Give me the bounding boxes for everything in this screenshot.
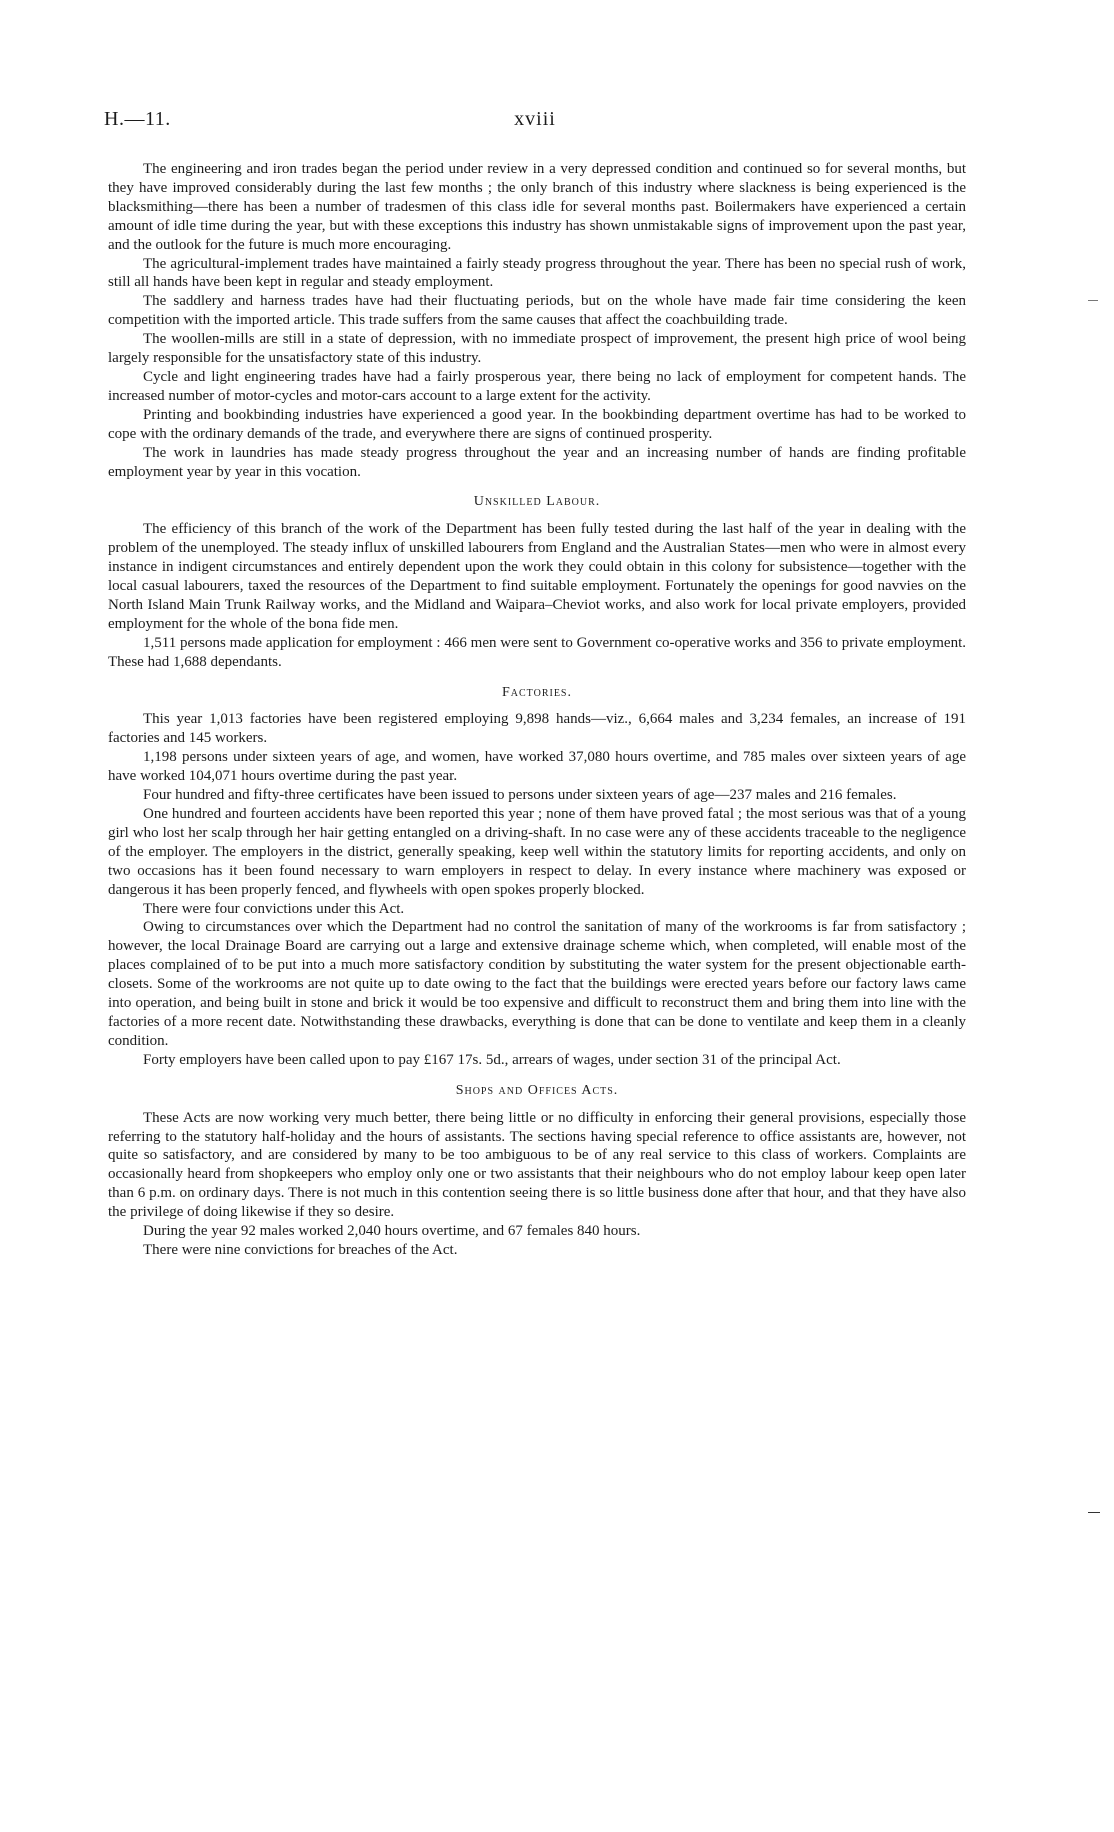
paragraph-certificates: Four hundred and fifty-three certificates have been issued to persons under sixteen years of age—237 males and 216 females. xyxy=(143,787,897,804)
paragraph-printing: Printing and bookbinding industries have experienced a good year. In the bookbinding department overtime has had to be worked to cope with the ordinary demands of the trade, and everywhere there are signs of continued prosperity. xyxy=(108,406,966,442)
paragraph-accidents: One hundred and fourteen accidents have been reported this year ; none of them have proved fatal ; the most serious was that of a young girl who lost her scalp through her hair getting entangled on a driving-shaft. In no case were any of these accidents traceable to the negligence of the employer. The employers in the district, generally speaking, keep well within the statutory limits for reporting accidents, and only on two occasions has it been found necessary to warn employers in respect to delay. In every instance where machinery was exposed or dangerous it has been properly fenced, and flywheels with open spokes properly blocked. xyxy=(108,806,966,898)
paragraph-cycle: Cycle and light engineering trades have had a fairly prosperous year, there being no lack of employment for competent hands. The increased number of motor-cycles and motor-cars account to a large extent for the activity. xyxy=(108,368,966,404)
paragraph-engineering: The engineering and iron trades began the period under review in a very depressed condition and continued so for several months, but they have improved considerably during the last few months ; the only branch of this industry where slackness is being experienced is the blacksmithing—there has been a number of tradesmen of this class idle for several months past. Boilermakers have experienced a certain amount of idle time during the year, but with these exceptions this industry has shown unmistakable signs of improvement upon the past year, and the outlook for the future is much more encouraging. xyxy=(108,161,966,253)
page-header xyxy=(104,108,966,138)
paragraph-sanitation: Owing to circumstances over which the Department had no control the sanitation of many of the workrooms is far from satisfactory ; however, the local Drainage Board are carrying out a large and extensive drainage scheme which, when completed, will enable most of the places complained of to be put into a much more satisfactory condition by substituting the water system for the present objectionable earth-closets. Some of the workrooms are not quite up to date owing to the fact that the buildings were erected years before our factory laws came into operation, and being built in stone and brick it would be too expensive and difficult to reconstruct them and bring them into line with the factories of a more recent date. Notwithstanding these drawbacks, everything is done that can be done to ventilate and keep them in a cleanly condition. xyxy=(108,919,966,1049)
paragraph-registered: This year 1,013 factories have been registered employing 9,898 hands—viz., 6,664 males and 3,234 females, an increase of 191 factories and 145 workers. xyxy=(108,711,966,747)
paragraph-acts-working: These Acts are now working very much better, there being little or no difficulty in enforcing their general provisions, especially those referring to the statutory half-holiday and the hours of assistants. The sections having special reference to office assistants are, however, not quite so satisfactory, and are considered by many to be too ambiguous to be of any real service to this class of workers. Complaints are occasionally heard from shopkeepers who employ only one or two assistants that their neighbours who do not employ labour keep open later than 6 p.m. on ordinary days. There is not much in this contention seeing there is so little business done after that hour, and that they have also the privilege of doing likewise if they so desire. xyxy=(108,1109,966,1221)
paragraph-arrears: Forty employers have been called upon to pay £167 17s. 5d., arrears of wages, under section 31 of the principal Act. xyxy=(143,1051,841,1068)
heading-factories: Factories. xyxy=(502,684,572,700)
page-number: xviii xyxy=(514,108,556,130)
section-trades xyxy=(108,160,966,481)
section-unskilled-labour xyxy=(108,493,966,671)
paragraph-convictions: There were four convictions under this Act. xyxy=(143,900,405,917)
section-shops-offices xyxy=(108,1082,966,1260)
margin-tick xyxy=(1088,300,1098,301)
section-factories xyxy=(108,684,966,1070)
paragraph-shop-convictions: There were nine convictions for breaches of the Act. xyxy=(143,1241,458,1258)
report-body xyxy=(108,160,966,1260)
paragraph-laundries: The work in laundries has made steady progress throughout the year and an increasing number of hands are finding profitable employment year by year in this vocation. xyxy=(108,444,966,480)
document-code: H.—11. xyxy=(104,108,171,130)
paragraph-applications: 1,511 persons made application for employment : 466 men were sent to Government co-operative works and 356 to private employment. These had 1,688 dependants. xyxy=(108,634,966,670)
paragraph-unemployed: The efficiency of this branch of the work of the Department has been fully tested during the last half of the year in dealing with the problem of the unemployed. The steady influx of unskilled labourers from England and the Australian States—men who were in almost every instance in indigent circumstances and entirely dependent upon the work they could obtain in this colony for subsistence—together with the local casual labourers, taxed the resources of the Department to find suitable employment. Fortunately the openings for good navvies on the North Island Main Trunk Railway works, and the Midland and Waipara–Cheviot works, and also work for local private employers, provided employment for the whole of the bona fide men. xyxy=(108,521,966,632)
margin-tick xyxy=(1088,1512,1100,1513)
paragraph-shop-overtime: During the year 92 males worked 2,040 hours overtime, and 67 females 840 hours. xyxy=(143,1223,641,1240)
paragraph-saddlery: The saddlery and harness trades have had their fluctuating periods, but on the whole have made fair time considering the keen competition with the imported article. This trade suffers from the same causes that affect the coachbuilding trade. xyxy=(108,293,966,329)
heading-unskilled-labour: Unskilled Labour. xyxy=(473,494,601,510)
paragraph-agricultural: The agricultural-implement trades have maintained a fairly steady progress throughout the year. There has been no special rush of work, still all hands have been kept in regular and steady employment. xyxy=(108,255,966,291)
paragraph-overtime: 1,198 persons under sixteen years of age, and women, have worked 37,080 hours overtime, and 785 males over sixteen years of age have worked 104,071 hours overtime during the past year. xyxy=(108,749,966,785)
paragraph-woollen-mills: The woollen-mills are still in a state of depression, with no immediate prospect of improvement, the present high price of wool being largely responsible for the unsatisfactory state of this industry. xyxy=(108,331,966,367)
heading-shops-offices: Shops and Offices Acts. xyxy=(455,1082,619,1098)
